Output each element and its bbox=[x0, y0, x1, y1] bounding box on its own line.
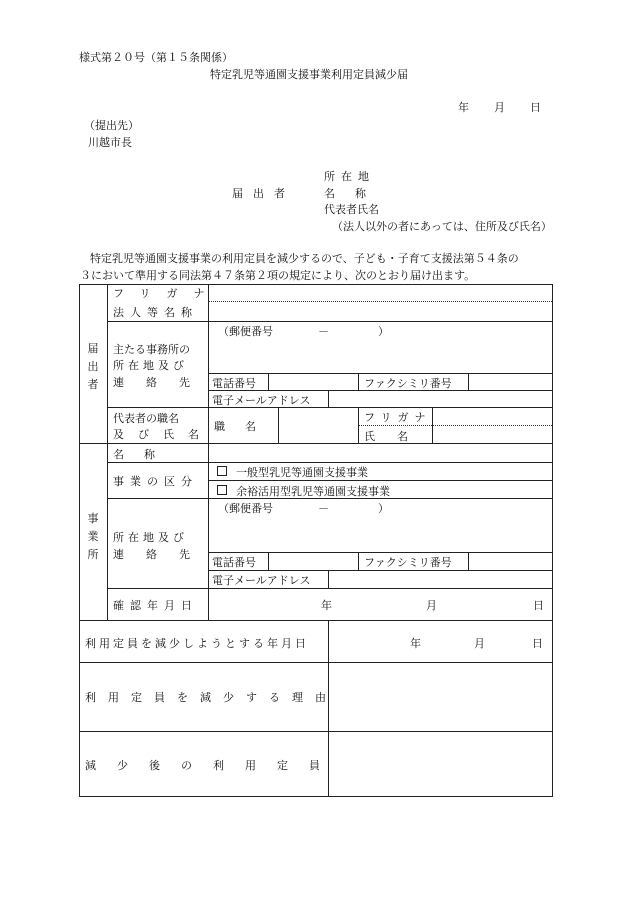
page-title: 特定乳児等通園支援事業利用定員減少届 bbox=[210, 68, 408, 81]
option2-checkbox[interactable] bbox=[217, 485, 227, 495]
rep-furigana-label: フリガナ bbox=[364, 411, 432, 424]
form-number: 様式第２０号（第１５条関係） bbox=[79, 51, 233, 64]
facility-postal-label: （郵便番号 bbox=[218, 502, 273, 515]
reason-label: 利用定員を減少する理由 bbox=[85, 691, 338, 704]
facility-address-label-1: 所在地及び bbox=[113, 531, 188, 544]
phone-label: 電話番号 bbox=[212, 377, 256, 390]
office-label-2: 所在地及び bbox=[113, 359, 188, 372]
facility-address-label-2: 連絡先 bbox=[113, 548, 212, 561]
facility-email-label: 電子メールアドレス bbox=[212, 574, 311, 587]
reduce-day-label: 日 bbox=[532, 637, 543, 650]
notifier-label: 届出者 bbox=[232, 187, 295, 200]
corp-name-label: 法人等名称 bbox=[113, 306, 198, 319]
email-label: 電子メールアドレス bbox=[212, 394, 311, 407]
job-title-label: 職名 bbox=[214, 420, 276, 433]
confirm-day-label: 日 bbox=[533, 599, 544, 612]
reduce-year-label: 年 bbox=[410, 637, 421, 650]
fax-label: ファクシミリ番号 bbox=[364, 377, 452, 390]
reduce-month-label: 月 bbox=[474, 637, 485, 650]
notifier-representative-label: 代表者氏名 bbox=[324, 203, 379, 216]
body-text-line2: ３において準用する同法第４７条第２項の規定により、次のとおり届け出ます。 bbox=[80, 269, 476, 282]
notifier-note: （法人以外の者にあっては、住所及び氏名） bbox=[332, 220, 552, 233]
rep-label-1: 代表者の職名 bbox=[113, 412, 179, 425]
rep-name-label: 氏名 bbox=[364, 430, 430, 443]
body-text-line1: 特定乳児等通園支援事業の利用定員を減少するので、子ども・子育て支援法第５４条の bbox=[90, 252, 519, 265]
office-label-1: 主たる事務所の bbox=[113, 343, 190, 356]
confirm-date-label: 確認年月日 bbox=[113, 599, 198, 612]
furigana-label: フリガナ bbox=[113, 287, 221, 300]
confirm-month-label: 月 bbox=[426, 599, 437, 612]
date-day-label: 日 bbox=[530, 101, 541, 114]
section1-label: 届出者 bbox=[87, 342, 99, 391]
rep-label-2: 及び氏名 bbox=[113, 428, 213, 441]
date-year-label: 年 bbox=[458, 101, 469, 114]
option1-label: 一般型乳児等通園支援事業 bbox=[236, 466, 368, 479]
office-label-3: 連絡先 bbox=[113, 376, 212, 389]
option2-label: 余裕活用型乳児等通園支援事業 bbox=[236, 485, 390, 498]
after-capacity-label: 減少後の利用定員 bbox=[85, 759, 341, 772]
notifier-name-label: 名称 bbox=[324, 187, 386, 200]
facility-phone-label: 電話番号 bbox=[212, 556, 256, 569]
facility-postal-close: ） bbox=[378, 502, 389, 515]
notifier-address-label: 所在地 bbox=[324, 170, 375, 183]
facility-name-label: 名称 bbox=[113, 448, 175, 461]
addressee: 川越市長 bbox=[88, 136, 132, 149]
facility-fax-label: ファクシミリ番号 bbox=[364, 556, 452, 569]
facility-postal-dash: － bbox=[318, 502, 329, 515]
postal-dash: － bbox=[318, 325, 329, 338]
confirm-year-label: 年 bbox=[321, 599, 332, 612]
date-month-label: 月 bbox=[494, 101, 505, 114]
postal-label: （郵便番号 bbox=[218, 325, 273, 338]
section2-label: 事業所 bbox=[87, 512, 99, 561]
addressee-label: （提出先） bbox=[84, 119, 139, 132]
option1-checkbox[interactable] bbox=[217, 466, 227, 476]
reduce-date-label: 利用定員を減少しようとする年月日 bbox=[85, 637, 309, 650]
postal-close: ） bbox=[378, 325, 389, 338]
business-type-label: 事業の区分 bbox=[113, 475, 198, 488]
